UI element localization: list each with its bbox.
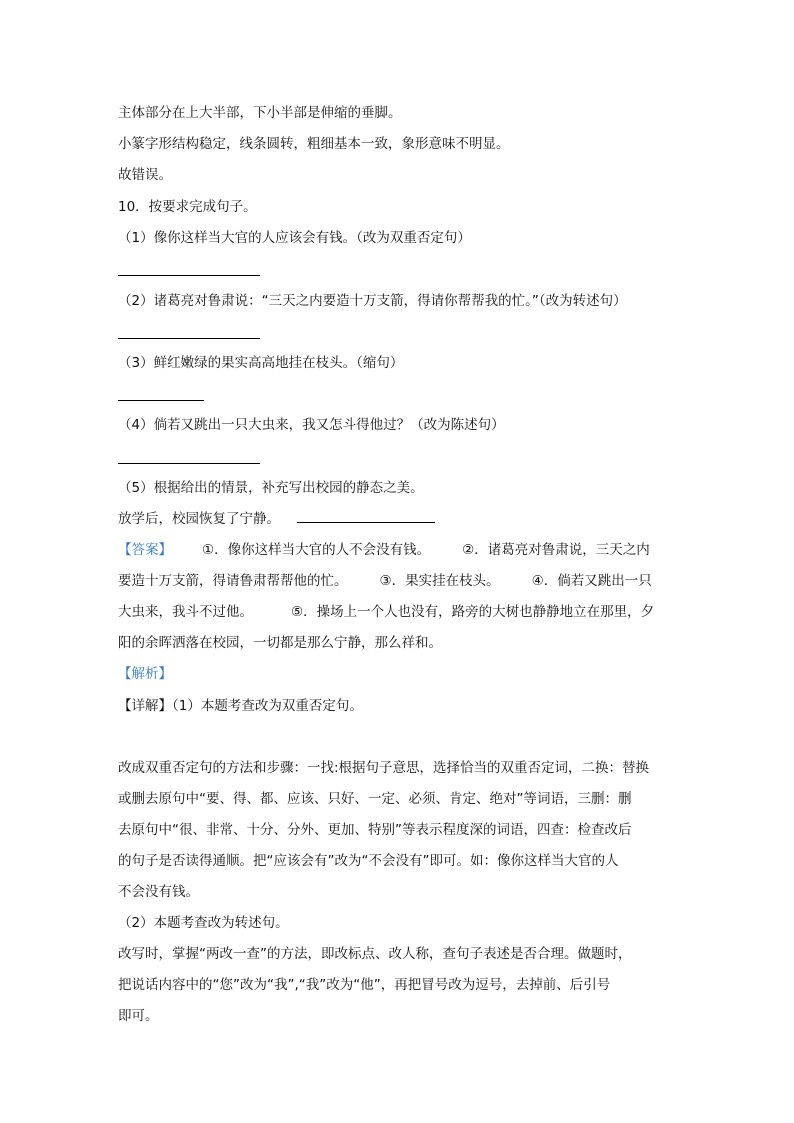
answer-blank-1 xyxy=(118,275,260,276)
detail-label: 【详解】 xyxy=(118,698,172,714)
analysis-line: 不会没有钱。 xyxy=(118,884,199,900)
question-item-4: （4）倘若又跳出一只大虫来，我又怎斗得他过？（改为陈述句） xyxy=(118,417,505,433)
analysis-label: 【解析】 xyxy=(118,666,172,682)
answer-3: ③．果实挂在枝头。 xyxy=(379,573,500,589)
intro-line: 主体部分在上大半部，下小半部是伸缩的垂脚。 xyxy=(118,105,402,121)
question-item-1: （1）像你这样当大官的人应该会有钱。（改为双重否定句） xyxy=(118,230,471,246)
detail-first: （1）本题考查改为双重否定句。 xyxy=(172,698,363,714)
answer-line xyxy=(118,603,654,621)
analysis-line: 或删去原句中“要、得、都、应该、只好、一定、必须、肯定、绝对”等词语，三删：删 xyxy=(118,791,632,807)
question-item-5: （5）根据给出的情景，补充写出校园的静态之美。 xyxy=(118,480,424,496)
answer-4-cont: 大虫来，我斗不过他。 xyxy=(118,604,253,620)
answer-line xyxy=(118,541,650,559)
analysis-line: 改写时，掌握“两改一查”的方法，即改标点、改人称，查句子表述是否合理。做题时， xyxy=(118,946,632,962)
answer-blank-2 xyxy=(118,338,260,339)
answer-1: ①．像你这样当大官的人不会没有钱。 xyxy=(202,542,431,558)
intro-line: 故错误。 xyxy=(118,167,172,183)
question-title: 10．按要求完成句子。 xyxy=(118,199,257,215)
answer-2: ②．诸葛亮对鲁肃说，三天之内 xyxy=(462,542,650,558)
analysis-line: 改成双重否定句的方法和步骤：一找:根据句子意思，选择恰当的双重否定词，二换：替换 xyxy=(118,760,650,776)
question-item-5-prompt: 放学后，校园恢复了宁静。 xyxy=(118,511,280,527)
answer-line xyxy=(118,572,652,590)
analysis-line: 的句子是否读得通顺。把“应该会有”改为“不会没有”即可。如：像你这样当大官的人 xyxy=(118,853,619,869)
analysis-line: （2）本题考查改为转述句。 xyxy=(118,915,289,931)
question-item-2: （2）诸葛亮对鲁肃说：“三天之内要造十万支箭，得请你帮帮我的忙。”（改为转述句） xyxy=(118,293,627,309)
detail-line xyxy=(118,697,363,715)
answer-blank-4 xyxy=(118,463,260,464)
analysis-line: 去原句中“很、非常、十分、分外、更加、特别”等表示程度深的词语，四查：检查改后 xyxy=(118,822,632,838)
question-item-3: （3）鲜红嫩绿的果实高高地挂在枝头。（缩句） xyxy=(118,355,404,371)
intro-line: 小篆字形结构稳定，线条圆转，粗细基本一致，象形意味不明显。 xyxy=(118,136,510,152)
analysis-line: 把说话内容中的“您”改为“我”,“我”改为“他”，再把冒号改为逗号，去掉前、后引号 xyxy=(118,977,611,993)
answer-5: ⑤．操场上一个人也没有，路旁的大树也静静地立在那里，夕 xyxy=(291,604,655,620)
answer-5-cont: 阳的余晖洒落在校园，一切都是那么宁静，那么祥和。 xyxy=(118,635,442,651)
answer-4: ④．倘若又跳出一只 xyxy=(531,573,652,589)
analysis-line: 即可。 xyxy=(118,1008,159,1024)
answer-label: 【答案】 xyxy=(118,542,172,558)
answer-blank-5 xyxy=(297,522,435,523)
answer-2-cont: 要造十万支箭，得请鲁肃帮帮他的忙。 xyxy=(118,573,348,589)
answer-blank-3 xyxy=(118,400,204,401)
